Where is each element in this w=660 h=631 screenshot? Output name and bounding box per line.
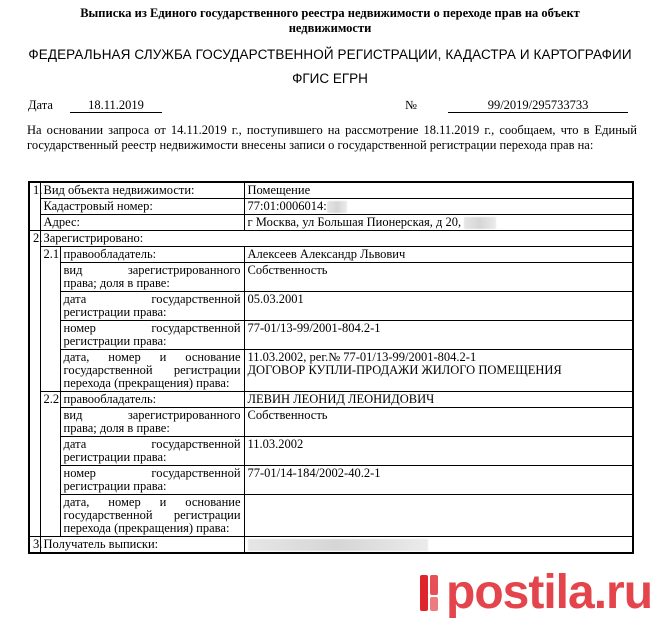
- reg-number-value: 77-01/14-184/2002-40.2-1: [244, 466, 633, 495]
- subsection-number: 2.1: [40, 247, 60, 392]
- reg-date-value: 11.03.2002: [244, 437, 633, 466]
- transfer-value: [244, 495, 633, 537]
- date-field: [28, 98, 162, 113]
- watermark-text: postila.ru: [446, 566, 653, 619]
- address-label: Адрес:: [40, 215, 244, 231]
- records-table: [28, 181, 634, 554]
- agency-name: ФЕДЕРАЛЬНАЯ СЛУЖБА ГОСУДАРСТВЕННОЙ РЕГИСТРАЦИИ, КАДАСТРА И КАРТОГРАФИИ: [28, 47, 632, 62]
- watermark: [418, 554, 660, 631]
- registered-label: Зарегистрировано:: [40, 231, 633, 247]
- holder-value: ЛЕВИН ЛЕОНИД ЛЕОНИДОВИЧ: [244, 392, 633, 408]
- table-row: [29, 292, 633, 321]
- object-type-label: Вид объекта недвижимости:: [40, 182, 244, 199]
- transfer-value: 11.03.2002, рег.№ 77-01/13-99/2001-804.2-1 ДОГОВОР КУПЛИ-ПРОДАЖИ ЖИЛОГО ПОМЕЩЕНИЯ: [244, 350, 633, 392]
- address-cell: [244, 215, 633, 231]
- recipient-label: Получатель выписки:: [40, 537, 244, 554]
- holder-label: правообладатель:: [60, 247, 244, 263]
- transfer-label: дата, номер и основание государственной регистрации перехода (прекращения) права:: [60, 350, 244, 392]
- table-row: [29, 321, 633, 350]
- reg-date-label: дата государственной регистрации права:: [60, 292, 244, 321]
- table-row: [29, 215, 633, 231]
- table-row: [29, 199, 633, 215]
- date-value: 18.11.2019: [70, 98, 162, 113]
- table-row: [29, 495, 633, 537]
- reg-number-label: номер государственной регистрации права:: [60, 321, 244, 350]
- postila-logo-icon: [418, 571, 442, 615]
- table-row: [29, 263, 633, 292]
- table-row: [29, 537, 633, 554]
- cadastral-cell: [244, 199, 633, 215]
- object-type-value: Помещение: [244, 182, 633, 199]
- redacted-block: [327, 201, 347, 213]
- date-label: Дата: [28, 98, 53, 112]
- table-row: [29, 247, 633, 263]
- holder-value: Алексеев Александр Львович: [244, 247, 633, 263]
- cadastral-value: 77:01:0006014:: [247, 199, 327, 213]
- system-name: ФГИС ЕГРН: [292, 71, 368, 86]
- section-number: 1.: [29, 182, 40, 231]
- redacted-block: [248, 539, 428, 551]
- recipient-cell: [244, 537, 633, 554]
- intro-paragraph: На основании запроса от 14.11.2019 г., поступившего на рассмотрение 18.11.2019 г., сообщаем, что в Единый государственный реестр недвижимости внесены записи о государственной регистрации перехода прав на:: [27, 123, 637, 152]
- document-title: Выписка из Единого государственного реестра недвижимости о переходе прав на объект недвижимости: [80, 6, 580, 35]
- table-row: [29, 466, 633, 495]
- reg-number-value: 77-01/13-99/2001-804.2-1: [244, 321, 633, 350]
- table-row: [29, 231, 633, 247]
- table-row: [29, 408, 633, 437]
- right-type-value: Собственность: [244, 408, 633, 437]
- table-row: [29, 392, 633, 408]
- right-type-label: вид зарегистрированного права; доля в праве:: [60, 263, 244, 292]
- subsection-number: 2.2: [40, 392, 60, 537]
- holder-label: правообладатель:: [60, 392, 244, 408]
- reg-number-label: номер государственной регистрации права:: [60, 466, 244, 495]
- cadastral-label: Кадастровый номер:: [40, 199, 244, 215]
- transfer-label: дата, номер и основание государственной регистрации перехода (прекращения) права:: [60, 495, 244, 537]
- right-type-value: Собственность: [244, 263, 633, 292]
- reg-date-label: дата государственной регистрации права:: [60, 437, 244, 466]
- table-row: [29, 182, 633, 199]
- table-row: [29, 437, 633, 466]
- address-value: г Москва, ул Большая Пионерская, д 20,: [247, 215, 462, 230]
- number-value: 99/2019/295733733: [448, 98, 628, 113]
- section-number: 3.: [29, 537, 40, 554]
- redacted-block: [464, 217, 496, 229]
- table-row: [29, 350, 633, 392]
- right-type-label: вид зарегистрированного права; доля в праве:: [60, 408, 244, 437]
- number-label: №: [405, 98, 417, 112]
- number-field: [405, 98, 628, 113]
- section-number: 2.: [29, 231, 40, 537]
- reg-date-value: 05.03.2001: [244, 292, 633, 321]
